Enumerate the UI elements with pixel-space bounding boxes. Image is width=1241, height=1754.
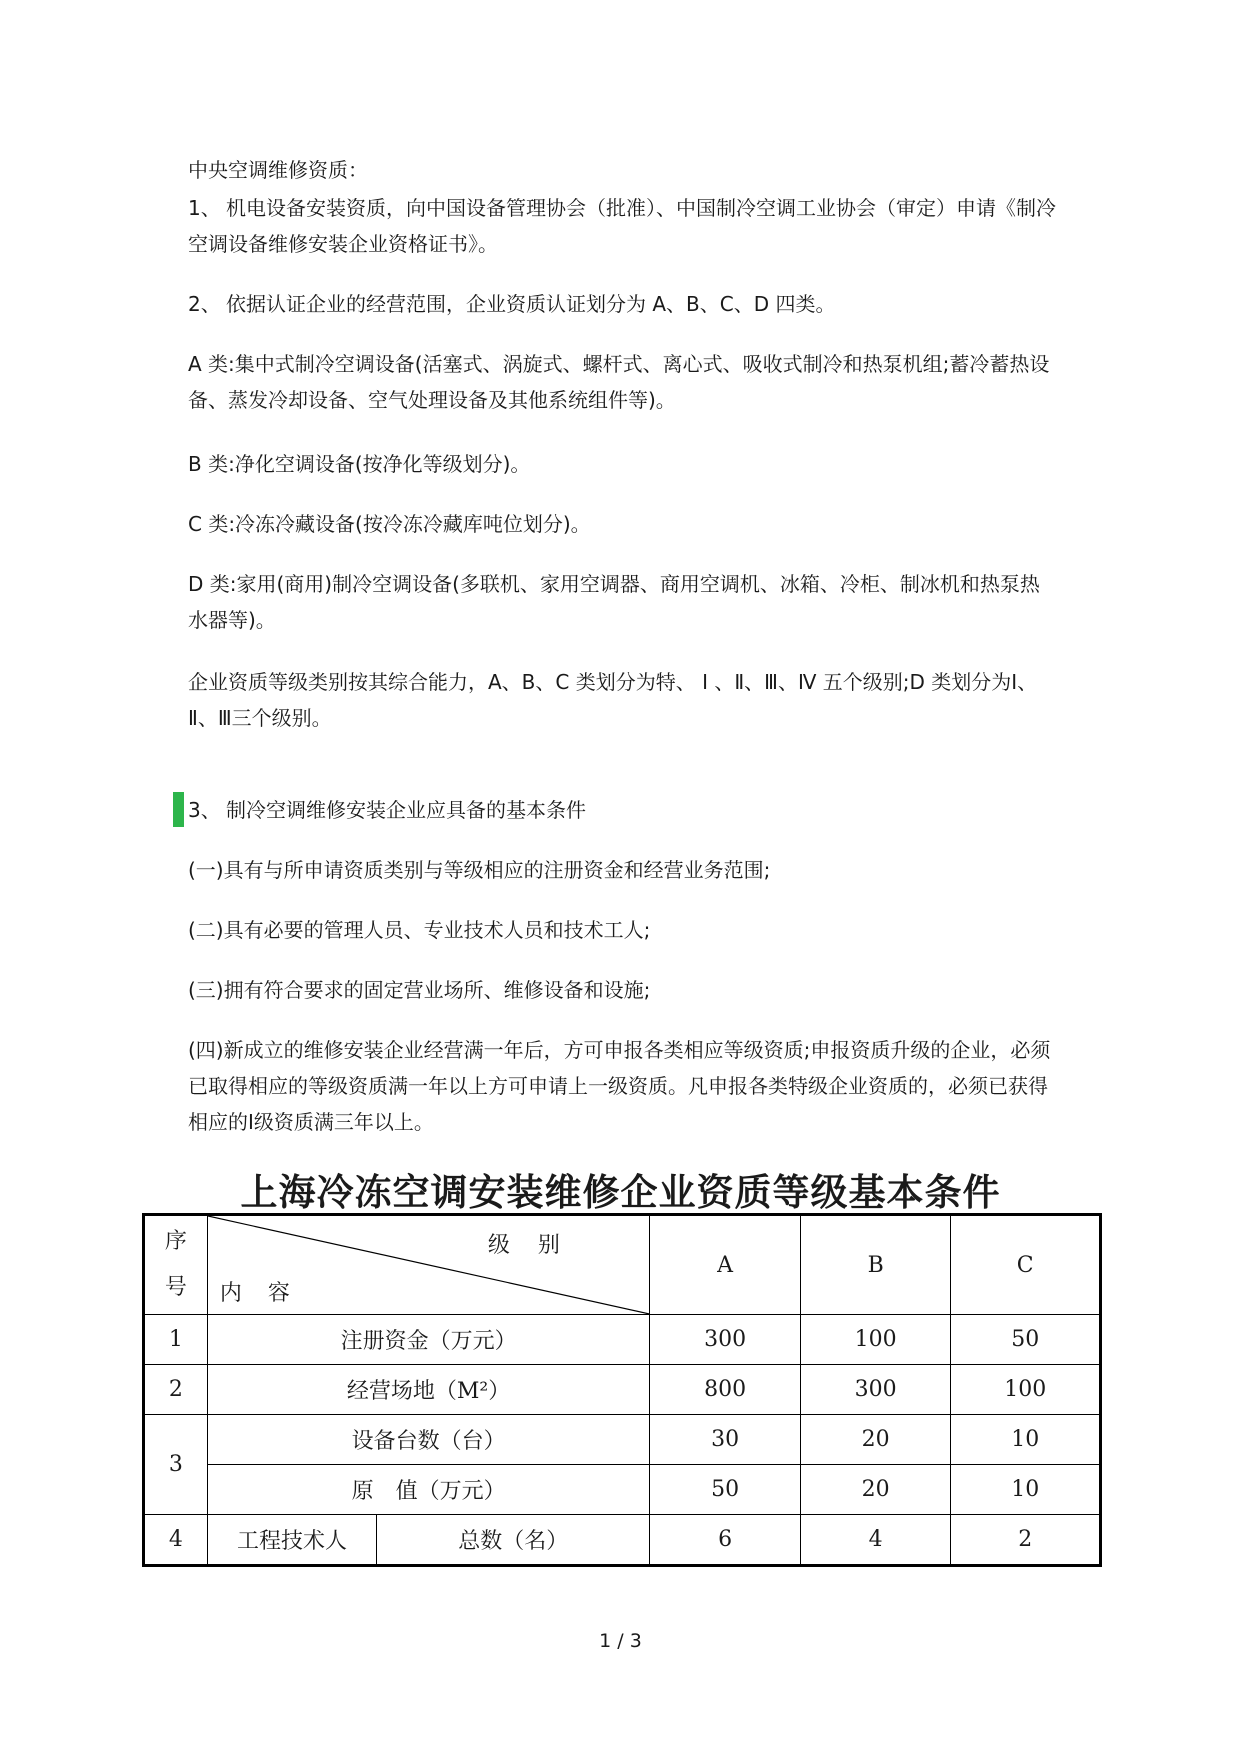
row-value-c: 50	[951, 1315, 1101, 1365]
item-3-number: 3、	[188, 798, 221, 822]
row-value-b: 300	[800, 1365, 951, 1415]
row-value-b: 20	[800, 1465, 951, 1515]
row-value-a: 300	[650, 1315, 801, 1365]
row-value-a: 800	[650, 1365, 801, 1415]
table-row	[144, 1465, 1101, 1515]
col-c-header: C	[951, 1215, 1101, 1315]
table-row	[144, 1415, 1101, 1465]
intro-heading: 中央空调维修资质：	[188, 158, 368, 182]
condition-1: (一)具有与所申请资质类别与等级相应的注册资金和经营业务范围;	[188, 858, 771, 882]
item-1-number: 1、	[188, 196, 221, 220]
class-d-paragraph: D 类:家用(商用)制冷空调设备(多联机、家用空调器、商用空调机、冰箱、冷柜、制冰机和热泵热水器等)。	[188, 572, 1040, 632]
row-item: 经营场地（M²）	[207, 1365, 650, 1415]
item-2	[188, 286, 1058, 322]
table-header-row	[144, 1215, 1101, 1315]
row-value-a: 30	[650, 1415, 801, 1465]
table-row	[144, 1315, 1101, 1365]
item-2-text: 依据认证企业的经营范围，企业资质认证划分为 A、B、C、D 四类。	[226, 292, 836, 316]
row-seq: 2	[144, 1365, 208, 1415]
condition-4: (四)新成立的维修安装企业经营满一年后，方可申报各类相应等级资质;申报资质升级的企业，必须已取得相应的等级资质满一年以上方可申请上一级资质。凡申报各类特级企业资质的，必须已获得相应的Ⅰ级资质满三年以上。	[188, 1038, 1051, 1134]
row-item: 总数（名）	[377, 1515, 650, 1566]
row-value-b: 20	[800, 1415, 951, 1465]
row-item-group: 工程技术人	[207, 1515, 376, 1566]
row-item: 原 值（万元）	[207, 1465, 650, 1515]
row-value-a: 50	[650, 1465, 801, 1515]
row-seq: 3	[144, 1415, 208, 1515]
page-number: 1 / 3	[599, 1630, 642, 1652]
row-item: 注册资金（万元）	[207, 1315, 650, 1365]
diagonal-header-cell	[207, 1215, 650, 1315]
row-value-a: 6	[650, 1515, 801, 1566]
class-c-paragraph: C 类:冷冻冷藏设备(按冷冻冷藏库吨位划分)。	[188, 512, 591, 536]
item-1-text: 机电设备安装资质，向中国设备管理协会（批准）、中国制冷空调工业协会（审定）申请《制冷空调设备维修安装企业资格证书》。	[188, 196, 1056, 256]
class-a-paragraph: A 类:集中式制冷空调设备(活塞式、涡旋式、螺杆式、离心式、吸收式制冷和热泵机组;蓄冷蓄热设备、蒸发冷却设备、空气处理设备及其他系统组件等)。	[188, 352, 1050, 412]
level-header-label: 级别	[487, 1233, 588, 1258]
accent-bar	[173, 792, 184, 827]
seq-header-cell	[144, 1215, 208, 1315]
item-3	[188, 792, 1058, 828]
col-a-header: A	[650, 1215, 801, 1315]
row-seq: 4	[144, 1515, 208, 1566]
table-row	[144, 1365, 1101, 1415]
row-value-b: 4	[800, 1515, 951, 1566]
item-2-number: 2、	[188, 292, 221, 316]
table-row	[144, 1515, 1101, 1566]
row-value-c: 100	[951, 1365, 1101, 1415]
condition-3: (三)拥有符合要求的固定营业场所、维修设备和设施;	[188, 978, 651, 1002]
content-header-label: 内容	[219, 1281, 316, 1306]
row-value-b: 100	[800, 1315, 951, 1365]
col-b-header: B	[800, 1215, 951, 1315]
row-value-c: 10	[951, 1415, 1101, 1465]
seq-header-top: 序	[164, 1229, 187, 1254]
item-1	[188, 190, 1058, 262]
row-value-c: 10	[951, 1465, 1101, 1515]
grades-paragraph: 企业资质等级类别按其综合能力，A、B、C 类划分为特、 Ⅰ 、Ⅱ、Ⅲ、Ⅳ 五个级别;D 类划分为Ⅰ、Ⅱ、Ⅲ三个级别。	[188, 670, 1038, 730]
seq-header-bottom: 号	[164, 1275, 187, 1300]
condition-2: (二)具有必要的管理人员、专业技术人员和技术工人;	[188, 918, 651, 942]
row-value-c: 2	[951, 1515, 1101, 1566]
class-b-paragraph: B 类:净化空调设备(按净化等级划分)。	[188, 452, 531, 476]
row-seq: 1	[144, 1315, 208, 1365]
table-title: 上海冷冻空调安装维修企业资质等级基本条件	[240, 1170, 1001, 1214]
row-item: 设备台数（台）	[207, 1415, 650, 1465]
qualification-table	[142, 1213, 1102, 1567]
item-3-text: 制冷空调维修安装企业应具备的基本条件	[226, 798, 586, 822]
